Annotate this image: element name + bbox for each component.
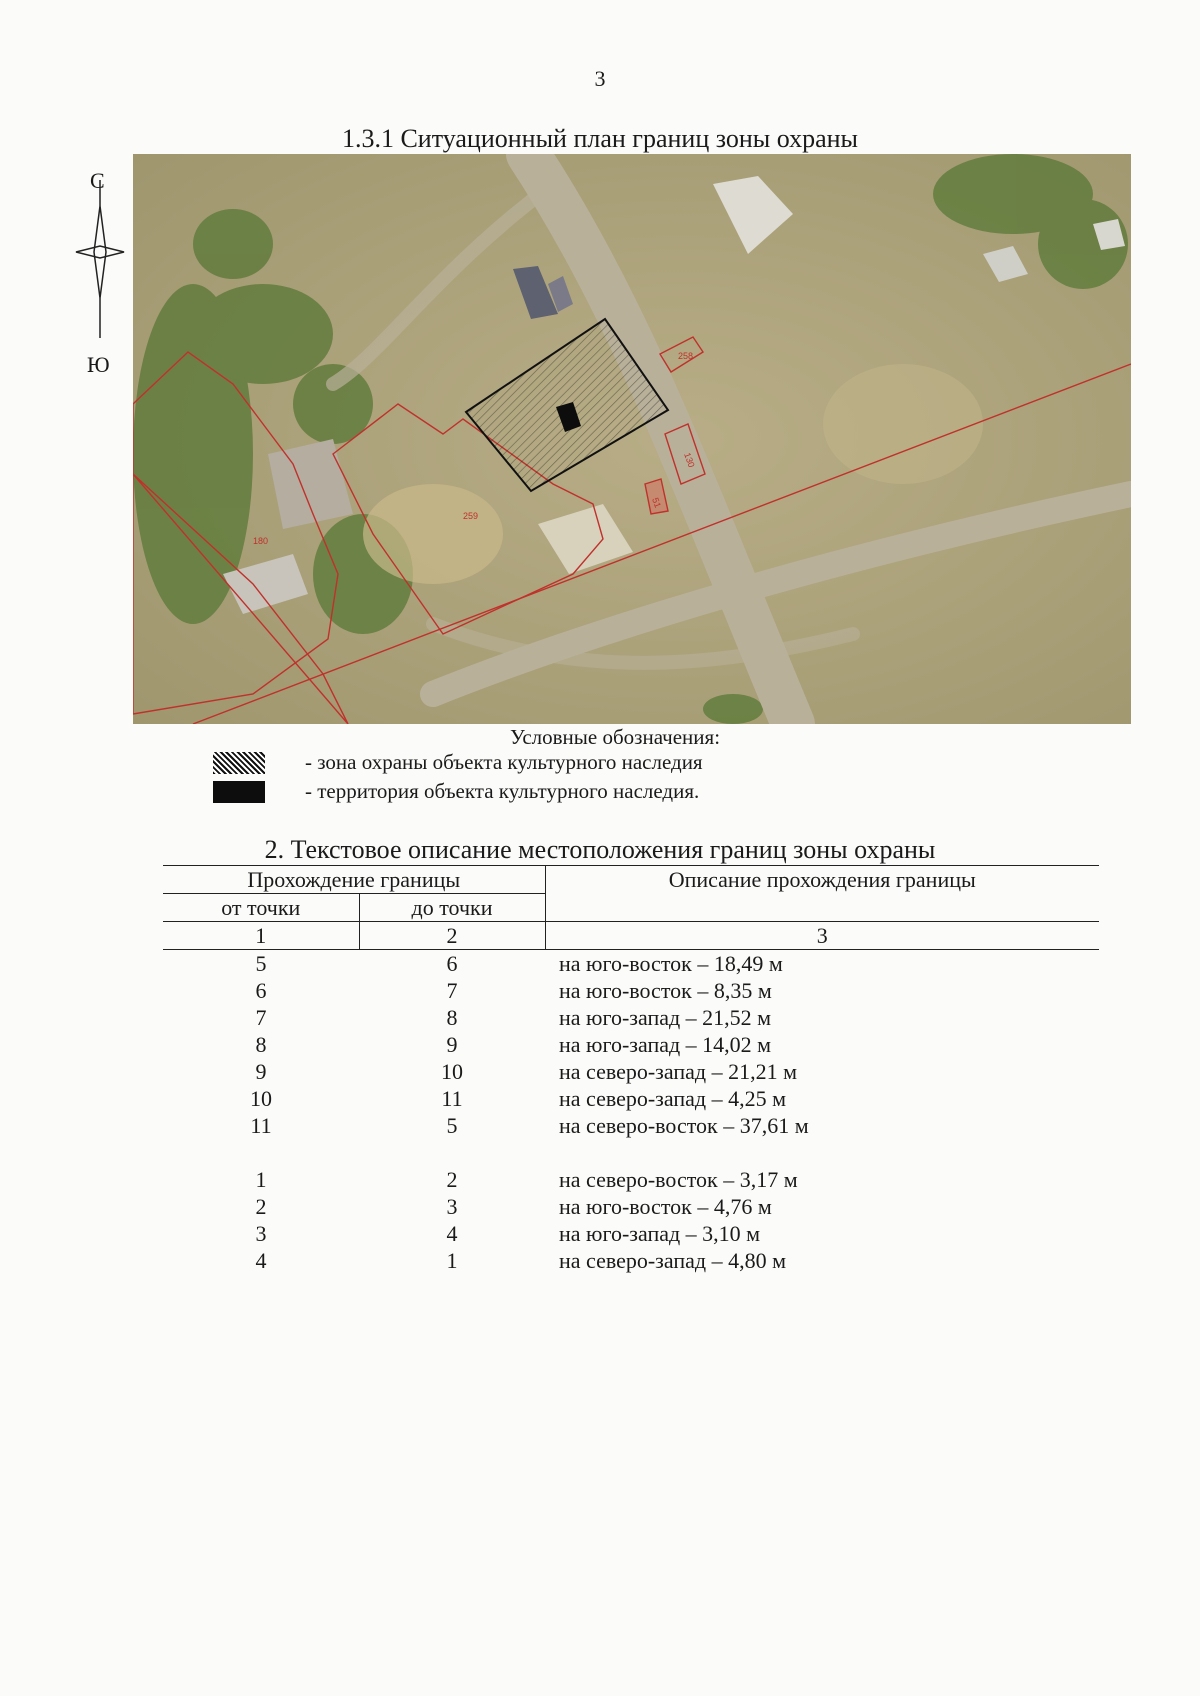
cell-from: 2 bbox=[255, 1194, 267, 1219]
cell-from: 10 bbox=[250, 1086, 272, 1111]
cell-from bbox=[163, 1139, 359, 1166]
table-row bbox=[163, 1112, 1099, 1139]
legend-item-heritage-territory: - территория объекта культурного наследия. bbox=[305, 779, 700, 803]
cell-from: 8 bbox=[255, 1032, 267, 1057]
table-row bbox=[163, 1058, 1099, 1085]
section-title: 2. Текстовое описание местоположения границ зоны охраны bbox=[264, 835, 936, 864]
table-row bbox=[163, 1085, 1099, 1112]
table-row bbox=[163, 1166, 1099, 1193]
compass-south-label: Ю bbox=[87, 352, 110, 377]
cell-description: на юго-восток – 4,76 м bbox=[559, 1194, 772, 1219]
parcel-label: 259 bbox=[463, 511, 479, 521]
page-number: 3 bbox=[594, 66, 606, 91]
compass-north-label: С bbox=[90, 168, 105, 193]
table-row bbox=[163, 1139, 1099, 1166]
cell-description: на юго-запад – 14,02 м bbox=[559, 1032, 772, 1057]
header-num-2: 2 bbox=[359, 922, 545, 950]
parcel-label: 180 bbox=[253, 536, 269, 546]
cell-to bbox=[359, 1139, 545, 1166]
parcel-label: 51 bbox=[650, 496, 663, 510]
cell-from: 7 bbox=[255, 1005, 267, 1030]
cell-description: на юго-запад – 21,52 м bbox=[559, 1005, 772, 1030]
table-row bbox=[163, 1220, 1099, 1247]
cell-to: 11 bbox=[441, 1086, 463, 1111]
hatch-pattern-icon bbox=[213, 752, 265, 774]
cell-description: на северо-запад – 4,25 м bbox=[559, 1086, 787, 1111]
cell-description: на северо-запад – 4,80 м bbox=[559, 1248, 787, 1273]
compass-rose-icon bbox=[70, 170, 130, 370]
cell-from: 3 bbox=[255, 1221, 267, 1246]
solid-black-icon bbox=[213, 781, 265, 803]
situational-map bbox=[133, 154, 1131, 724]
header-num-3: 3 bbox=[545, 922, 1099, 950]
cell-from: 9 bbox=[255, 1059, 267, 1084]
header-description: Описание прохождения границы bbox=[545, 866, 1099, 922]
cell-to: 1 bbox=[446, 1248, 458, 1273]
legend-title: Условные обозначения: bbox=[510, 725, 721, 749]
parcel-label: 130 bbox=[682, 451, 697, 469]
table-row bbox=[163, 1031, 1099, 1058]
cell-from: 5 bbox=[255, 951, 267, 976]
parcel-label: 258 bbox=[678, 351, 694, 361]
cell-description: на северо-восток – 3,17 м bbox=[559, 1167, 798, 1192]
cell-from: 1 bbox=[255, 1167, 267, 1192]
table-row bbox=[163, 1004, 1099, 1031]
header-to: до точки bbox=[359, 894, 545, 922]
cell-description: на северо-запад – 21,21 м bbox=[559, 1059, 798, 1084]
cell-from: 4 bbox=[255, 1248, 267, 1273]
cell-to: 10 bbox=[441, 1059, 463, 1084]
boundary-description-table bbox=[163, 865, 1099, 1274]
cell-to: 3 bbox=[446, 1194, 458, 1219]
cell-description: на юго-восток – 8,35 м bbox=[559, 978, 772, 1003]
cell-description: на юго-восток – 18,49 м bbox=[559, 951, 783, 976]
map-ground bbox=[133, 154, 1131, 724]
cell-to: 6 bbox=[446, 951, 458, 976]
table-row bbox=[163, 977, 1099, 1004]
cell-from: 6 bbox=[255, 978, 267, 1003]
cell-to: 2 bbox=[446, 1167, 458, 1192]
cell-to: 4 bbox=[446, 1221, 458, 1246]
cell-to: 9 bbox=[446, 1032, 458, 1057]
cell-description: на северо-восток – 37,61 м bbox=[559, 1113, 809, 1138]
legend-item-protection-zone: - зона охраны объекта культурного наследия bbox=[305, 750, 703, 774]
cell-from: 11 bbox=[250, 1113, 272, 1138]
table-row bbox=[163, 1193, 1099, 1220]
header-from: от точки bbox=[163, 894, 359, 922]
header-group: Прохождение границы bbox=[163, 866, 545, 894]
header-num-1: 1 bbox=[163, 922, 359, 950]
cell-description: на юго-запад – 3,10 м bbox=[559, 1221, 761, 1246]
plan-title: 1.3.1 Ситуационный план границ зоны охраны bbox=[341, 124, 859, 153]
cell-to: 7 bbox=[446, 978, 458, 1003]
cell-description bbox=[545, 1139, 1099, 1166]
table-row bbox=[163, 1247, 1099, 1274]
cell-to: 5 bbox=[446, 1113, 458, 1138]
table-row bbox=[163, 950, 1099, 978]
cell-to: 8 bbox=[446, 1005, 458, 1030]
